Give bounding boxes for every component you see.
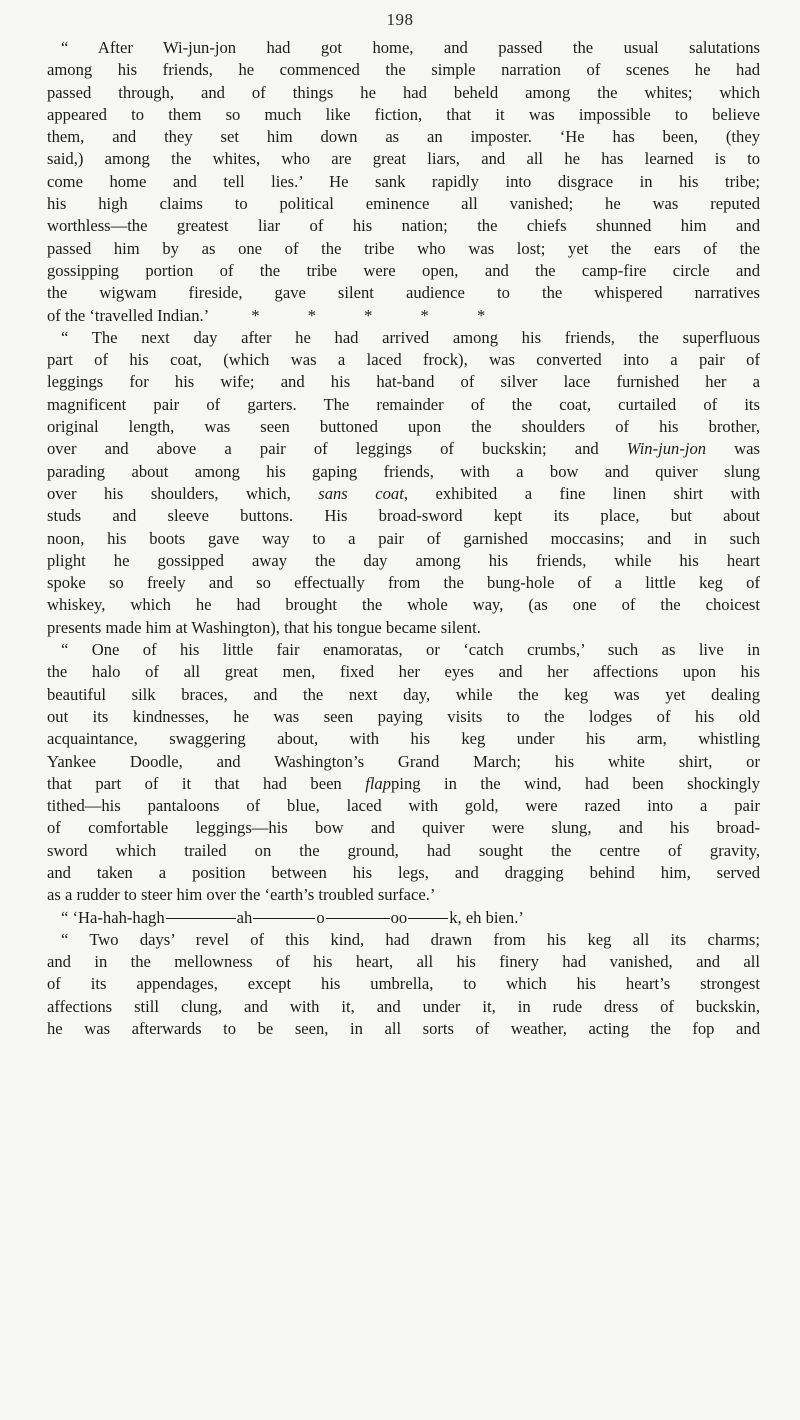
- text-run: presents made him at Washington), that his tongue became silent.: [47, 617, 481, 637]
- text-run: come home and tell lies.’ He sank rapidly into disgrace in his tribe;: [47, 171, 760, 191]
- text-run: worthless—the greatest liar of his nation; the chiefs shunned him and: [47, 216, 760, 236]
- em-dash-rule: [166, 918, 236, 919]
- text-line: [47, 884, 760, 906]
- text-line: [47, 751, 760, 773]
- text-line: [47, 684, 760, 706]
- text-line: [47, 171, 760, 193]
- text-line: [47, 639, 760, 661]
- text-line: [47, 862, 760, 884]
- text-line: [47, 394, 760, 416]
- text-run: oo: [390, 907, 408, 927]
- text-line: [47, 215, 760, 237]
- text-run: tithed—his pantaloons of blue, laced with gold, were razed into a pair: [47, 796, 760, 816]
- text-line: [47, 104, 760, 126]
- text-line: [47, 817, 760, 839]
- text-run: them, and they set him down as an imposter. ‘He has been, (they: [47, 127, 760, 147]
- text-run: magnificent pair of garters. The remainder of the coat, curtailed of its: [47, 394, 760, 414]
- text-line: [47, 305, 760, 327]
- text-line: [47, 282, 760, 304]
- text-line: [47, 528, 760, 550]
- text-line: [47, 594, 760, 616]
- text-line: [47, 572, 760, 594]
- text-line: [47, 661, 760, 683]
- text-line: [47, 260, 760, 282]
- page-number: 198: [386, 10, 414, 29]
- text-line: [47, 728, 760, 750]
- text-line: [47, 148, 760, 170]
- text-run: parading about among his gaping friends, with a bow and quiver slung: [47, 461, 760, 481]
- text-run: that part of it that had been flapping in the wind, had been shockingly: [47, 773, 760, 793]
- text-line: [47, 371, 760, 393]
- text-run: whiskey, which he had brought the whole way, (as one of the choicest: [47, 595, 760, 615]
- text-run: passed him by as one of the tribe who was lost; yet the ears of the: [47, 238, 760, 258]
- text-line: [47, 773, 760, 795]
- text-run: among his friends, he commenced the simple narration of scenes he had: [47, 60, 760, 80]
- text-run: sword which trailed on the ground, had sought the centre of gravity,: [47, 840, 760, 860]
- text-run: “ Two days’ revel of this kind, had drawn from his keg all its charms;: [61, 929, 760, 949]
- em-dash-rule: [326, 918, 390, 919]
- text-run: affections still clung, and with it, and under it, in rude dress of buckskin,: [47, 996, 760, 1016]
- text-run: “ ‘Ha-hah-hagh: [61, 907, 165, 927]
- text-run: plight he gossipped away the day among his friends, while his heart: [47, 550, 760, 570]
- text-run: gossipping portion of the tribe were open, and the camp-fire circle and: [47, 260, 760, 280]
- text-line: [47, 416, 760, 438]
- text-line: [47, 438, 760, 460]
- text-line: [47, 617, 760, 639]
- text-line: [47, 840, 760, 862]
- text-run: part of his coat, (which was a laced frock), was converted into a pair of: [47, 350, 760, 370]
- text-line: [47, 349, 760, 371]
- text-run: original length, was seen buttoned upon the shoulders of his brother,: [47, 417, 760, 437]
- text-line: [47, 82, 760, 104]
- text-run: as a rudder to steer him over the ‘earth’s troubled surface.’: [47, 885, 436, 905]
- text-run: the wigwam fireside, gave silent audience to the whispered narratives: [47, 283, 760, 303]
- text-line: [47, 1018, 760, 1040]
- text-line: [47, 505, 760, 527]
- text-run: spoke so freely and so effectually from the bung-hole of a little keg of: [47, 573, 760, 593]
- em-dash-rule: [253, 918, 315, 919]
- text-run: his high claims to political eminence all vanished; he was reputed: [47, 194, 760, 214]
- text-line: [47, 929, 760, 951]
- text-line: [47, 706, 760, 728]
- text-run: noon, his boots gave way to a pair of garnished moccasins; and in such: [47, 528, 760, 548]
- text-line: [47, 37, 760, 59]
- text-line: [47, 795, 760, 817]
- text-run: and in the mellowness of his heart, all his finery had vanished, and all: [47, 952, 760, 972]
- text-run: Yankee Doodle, and Washington’s Grand March; his white shirt, or: [47, 751, 760, 771]
- section-stars: * * * * *: [251, 305, 486, 325]
- text-run: “ After Wi-jun-jon had got home, and passed the usual salutations: [61, 38, 760, 57]
- text-line: [47, 951, 760, 973]
- text-run: “ The next day after he had arrived among his friends, the superfluous: [61, 327, 760, 347]
- text-run: ah: [236, 907, 253, 927]
- body-text: [47, 37, 760, 1040]
- text-run: o: [316, 907, 325, 927]
- text-run: of the ‘travelled Indian.’: [47, 305, 210, 325]
- text-run: and taken a position between his legs, and dragging behind him, served: [47, 862, 760, 882]
- text-run: leggings for his wife; and his hat-band of silver lace furnished her a: [47, 372, 760, 392]
- text-line: [47, 907, 760, 929]
- text-run: over his shoulders, which, sans coat, exhibited a fine linen shirt with: [47, 483, 760, 503]
- text-line: [47, 59, 760, 81]
- text-run: the halo of all great men, fixed her eyes and her affections upon his: [47, 662, 760, 682]
- text-run: of its appendages, except his umbrella, to which his heart’s strongest: [47, 974, 760, 994]
- text-run: said,) among the whites, who are great liars, and all he has learned is to: [47, 149, 760, 169]
- text-line: [47, 973, 760, 995]
- text-run: over and above a pair of leggings of buckskin; and Win-jun-jon was: [47, 439, 760, 459]
- text-run: out its kindnesses, he was seen paying visits to the lodges of his old: [47, 706, 760, 726]
- text-run: he was afterwards to be seen, in all sorts of weather, acting the fop and: [47, 1019, 760, 1039]
- text-line: [47, 327, 760, 349]
- text-run: k, eh bien.’: [449, 907, 524, 927]
- text-line: [47, 238, 760, 260]
- text-run: of comfortable leggings—his bow and quiver were slung, and his broad-: [47, 818, 760, 838]
- text-line: [47, 461, 760, 483]
- text-run: beautiful silk braces, and the next day, while the keg was yet dealing: [47, 684, 760, 704]
- text-run: studs and sleeve buttons. His broad-sword kept its place, but about: [47, 506, 760, 526]
- text-run: passed through, and of things he had beheld among the whites; which: [47, 82, 760, 102]
- text-line: [47, 126, 760, 148]
- text-line: [47, 550, 760, 572]
- em-dash-rule: [408, 918, 448, 919]
- text-run: appeared to them so much like fiction, that it was impossible to believe: [47, 104, 760, 124]
- text-run: “ One of his little fair enamoratas, or ‘catch crumbs,’ such as live in: [61, 640, 760, 660]
- text-run: acquaintance, swaggering about, with his keg under his arm, whistling: [47, 729, 760, 749]
- text-line: [47, 193, 760, 215]
- text-line: [47, 483, 760, 505]
- text-line: [47, 996, 760, 1018]
